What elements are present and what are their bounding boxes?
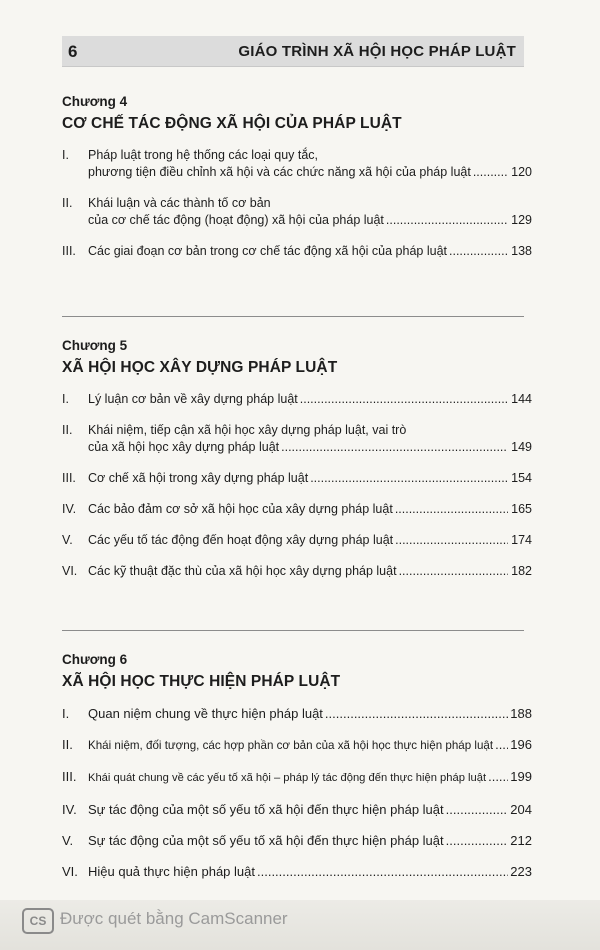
toc-entry[interactable]	[62, 532, 532, 549]
entry-page: 138	[511, 244, 532, 258]
toc-entry[interactable]	[62, 501, 532, 518]
book-title: GIÁO TRÌNH XÃ HỘI HỌC PHÁP LUẬT	[238, 43, 516, 60]
entry-text: của xã hội học xây dựng pháp luật	[88, 440, 280, 454]
entry-page: 182	[511, 564, 532, 578]
entry-text: Khái luận và các thành tố cơ bản	[88, 196, 271, 210]
entry-text: Khái quát chung về các yếu tố xã hội – pháp lý tác động đến thực hiện pháp luật	[88, 772, 487, 784]
dot-leader	[257, 863, 508, 880]
toc-entry[interactable]	[62, 832, 532, 849]
entry-number: V.	[62, 533, 73, 547]
chapter-title: XÃ HỘI HỌC XÂY DỰNG PHÁP LUẬT	[62, 359, 338, 376]
toc-entry[interactable]	[62, 243, 532, 260]
toc-entry[interactable]	[62, 801, 532, 818]
entry-page: 196	[510, 737, 532, 752]
entry-page: 204	[510, 802, 532, 817]
dot-leader	[449, 243, 508, 260]
chapter-label: Chương 4	[62, 94, 128, 109]
dot-leader	[488, 768, 508, 785]
running-header	[62, 36, 524, 67]
entry-text: Các yếu tố tác động đến hoạt động xây dựng pháp luật	[88, 533, 394, 547]
dot-leader	[446, 832, 508, 849]
entry-page: 223	[510, 864, 532, 879]
entry-page: 144	[511, 392, 532, 406]
toc-entry[interactable]	[62, 736, 532, 754]
entry-page: 154	[511, 471, 532, 485]
entry-page: 212	[510, 833, 532, 848]
entry-text: Quan niệm chung về thực hiện pháp luật	[88, 706, 323, 721]
toc-entry[interactable]	[62, 768, 532, 787]
toc-entry[interactable]	[62, 147, 532, 181]
entry-number: III.	[62, 244, 76, 258]
entry-text: Các kỹ thuật đặc thù của xã hội học xây dựng pháp luật	[88, 564, 397, 578]
entry-text: Lý luận cơ bản về xây dựng pháp luật	[88, 392, 298, 406]
dot-leader	[325, 705, 508, 722]
entry-number: II.	[62, 423, 73, 437]
dot-leader	[386, 212, 508, 229]
dot-leader	[281, 439, 508, 456]
section-divider	[62, 316, 524, 317]
entry-number: I.	[62, 392, 69, 406]
entry-number: III.	[62, 769, 77, 784]
dot-leader	[495, 736, 508, 753]
toc-entry[interactable]	[62, 705, 532, 722]
entry-text: Các bảo đảm cơ sở xã hội học của xây dựng pháp luật	[88, 502, 393, 516]
chapter-title: XÃ HỘI HỌC THỰC HIỆN PHÁP LUẬT	[62, 673, 341, 690]
entry-page: 120	[511, 165, 532, 179]
chapter-label: Chương 6	[62, 652, 128, 667]
entry-text: Sự tác động của một số yếu tố xã hội đến thực hiện pháp luật	[88, 833, 444, 848]
chapter-title: CƠ CHẾ TÁC ĐỘNG XÃ HỘI CỦA PHÁP LUẬT	[62, 115, 402, 132]
entry-page: 199	[510, 769, 532, 784]
toc-entry[interactable]	[62, 422, 532, 456]
entry-text: Cơ chế xã hội trong xây dựng pháp luật	[88, 471, 309, 485]
entry-text: Các giai đoạn cơ bản trong cơ chế tác động xã hội của pháp luật	[88, 244, 447, 258]
dot-leader	[473, 164, 508, 181]
entry-number: IV.	[62, 802, 77, 817]
entry-text: phương tiện điều chỉnh xã hội và các chức năng xã hội của pháp luật	[88, 165, 471, 179]
entry-number: I.	[62, 148, 69, 162]
toc-entry[interactable]	[62, 863, 532, 880]
section-divider	[62, 630, 524, 631]
dot-leader	[446, 801, 508, 818]
dot-leader	[395, 501, 508, 518]
camscanner-logo-icon: CS	[22, 908, 54, 934]
entry-text: Pháp luật trong hệ thống các loại quy tắc,	[88, 148, 319, 162]
entry-page: 129	[511, 213, 532, 227]
toc-entry[interactable]	[62, 391, 532, 408]
entry-text: Khái niệm, đối tượng, các hợp phần cơ bản của xã hội học thực hiện pháp luật	[88, 739, 494, 752]
entry-number: III.	[62, 471, 76, 485]
entry-number: IV.	[62, 502, 77, 516]
entry-number: I.	[62, 706, 70, 721]
entry-number: VI.	[62, 864, 78, 879]
chapter-5-section	[62, 338, 532, 594]
entry-page: 174	[511, 533, 532, 547]
toc-entry[interactable]	[62, 563, 532, 580]
entry-text: Khái niệm, tiếp cận xã hội học xây dựng pháp luật, vai trò	[88, 423, 407, 437]
chapter-6-section	[62, 652, 532, 894]
dot-leader	[310, 470, 508, 487]
entry-number: II.	[62, 196, 73, 210]
entry-page: 165	[511, 502, 532, 516]
scanner-text: Được quét bằng CamScanner	[60, 909, 288, 928]
toc-entry[interactable]	[62, 470, 532, 487]
dot-leader	[395, 532, 508, 549]
dot-leader	[399, 563, 508, 580]
page-number: 6	[68, 42, 78, 61]
entry-text: của cơ chế tác động (hoạt động) xã hội của pháp luật	[88, 213, 384, 227]
entry-text: Hiệu quả thực hiện pháp luật	[88, 864, 255, 879]
toc-entry[interactable]	[62, 195, 532, 229]
entry-number: II.	[62, 737, 73, 752]
chapter-4-section	[62, 94, 532, 274]
dot-leader	[300, 391, 508, 408]
entry-number: VI.	[62, 564, 78, 578]
chapter-label: Chương 5	[62, 338, 128, 353]
entry-number: V.	[62, 833, 74, 848]
entry-text: Sự tác động của một số yếu tố xã hội đến thực hiện pháp luật	[88, 802, 444, 817]
entry-page: 188	[510, 706, 532, 721]
entry-page: 149	[511, 440, 532, 454]
scanner-watermark	[0, 900, 600, 950]
